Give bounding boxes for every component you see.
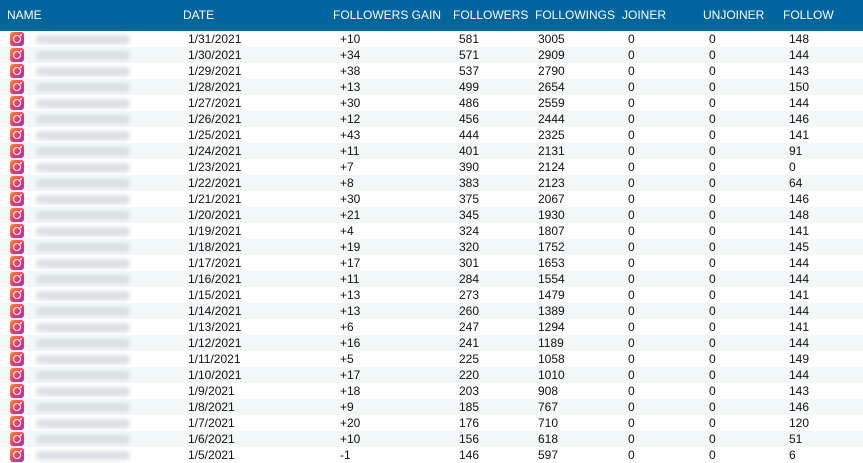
- table-row[interactable]: [0, 447, 863, 463]
- cell-name-redacted: [36, 179, 130, 188]
- cell-date: 1/24/2021: [188, 144, 242, 158]
- cell-unjoiner: 0: [709, 240, 716, 254]
- cell-unjoiner: 0: [709, 384, 716, 398]
- cell-date: 1/19/2021: [188, 224, 242, 238]
- cell-name-redacted: [36, 323, 130, 332]
- cell-joiner: 0: [628, 176, 635, 190]
- table-row[interactable]: [0, 111, 863, 127]
- cell-date: 1/6/2021: [188, 432, 235, 446]
- cell-name-redacted: [36, 419, 130, 428]
- cell-unjoiner: 0: [709, 432, 716, 446]
- cell-followers-gain: +17: [340, 368, 361, 382]
- cell-followers-gain: +6: [340, 320, 354, 334]
- cell-followers: 203: [459, 384, 480, 398]
- column-header-followers[interactable]: FOLLOWERS: [453, 8, 529, 22]
- cell-followers: 146: [459, 448, 480, 462]
- cell-followers: 320: [459, 240, 480, 254]
- cell-name-redacted: [36, 51, 130, 60]
- cell-unjoiner: 0: [709, 272, 716, 286]
- cell-unjoiner: 0: [709, 48, 716, 62]
- cell-followings: 1294: [538, 320, 565, 334]
- instagram-icon: [10, 448, 24, 462]
- cell-date: 1/13/2021: [188, 320, 242, 334]
- cell-follow: 144: [789, 48, 810, 62]
- cell-follow: 143: [789, 384, 810, 398]
- cell-followings: 2131: [538, 144, 565, 158]
- cell-followers-gain: +43: [340, 128, 361, 142]
- cell-followings: 2067: [538, 192, 565, 206]
- cell-joiner: 0: [628, 320, 635, 334]
- cell-followings: 597: [538, 448, 559, 462]
- instagram-icon: [10, 304, 24, 318]
- cell-followers-gain: -1: [340, 448, 351, 462]
- cell-unjoiner: 0: [709, 128, 716, 142]
- cell-date: 1/27/2021: [188, 96, 242, 110]
- cell-followings: 2654: [538, 80, 565, 94]
- table-row[interactable]: [0, 239, 863, 255]
- cell-joiner: 0: [628, 384, 635, 398]
- cell-followers-gain: +34: [340, 48, 361, 62]
- cell-followings: 1807: [538, 224, 565, 238]
- cell-date: 1/18/2021: [188, 240, 242, 254]
- table-row[interactable]: [0, 223, 863, 239]
- table-row[interactable]: [0, 271, 863, 287]
- cell-followers-gain: +18: [340, 384, 361, 398]
- cell-joiner: 0: [628, 256, 635, 270]
- cell-unjoiner: 0: [709, 336, 716, 350]
- cell-follow: 144: [789, 336, 810, 350]
- cell-followers: 324: [459, 224, 480, 238]
- cell-followers-gain: +8: [340, 176, 354, 190]
- cell-name-redacted: [36, 243, 130, 252]
- cell-joiner: 0: [628, 272, 635, 286]
- instagram-icon: [10, 208, 24, 222]
- cell-followers-gain: +13: [340, 304, 361, 318]
- instagram-icon: [10, 400, 24, 414]
- cell-unjoiner: 0: [709, 288, 716, 302]
- cell-unjoiner: 0: [709, 208, 716, 222]
- cell-name-redacted: [36, 387, 130, 396]
- cell-joiner: 0: [628, 368, 635, 382]
- cell-unjoiner: 0: [709, 448, 716, 462]
- cell-date: 1/15/2021: [188, 288, 242, 302]
- table-row[interactable]: [0, 287, 863, 303]
- instagram-icon: [10, 320, 24, 334]
- cell-date: 1/31/2021: [188, 32, 242, 46]
- cell-date: 1/12/2021: [188, 336, 242, 350]
- cell-followers: 383: [459, 176, 480, 190]
- cell-followers: 375: [459, 192, 480, 206]
- cell-followers: 456: [459, 112, 480, 126]
- cell-follow: 6: [789, 448, 796, 462]
- column-header-followings[interactable]: FOLLOWINGS: [535, 8, 616, 22]
- cell-name-redacted: [36, 163, 130, 172]
- cell-followers: 225: [459, 352, 480, 366]
- cell-followers-gain: +7: [340, 160, 354, 174]
- column-header-name[interactable]: NAME: [7, 8, 42, 22]
- cell-followers: 241: [459, 336, 480, 350]
- cell-date: 1/29/2021: [188, 64, 242, 78]
- cell-name-redacted: [36, 35, 130, 44]
- cell-joiner: 0: [628, 128, 635, 142]
- cell-followings: 2790: [538, 64, 565, 78]
- cell-follow: 145: [789, 240, 810, 254]
- table-row[interactable]: [0, 175, 863, 191]
- cell-followings: 2909: [538, 48, 565, 62]
- cell-date: 1/30/2021: [188, 48, 242, 62]
- cell-follow: 143: [789, 64, 810, 78]
- cell-unjoiner: 0: [709, 112, 716, 126]
- cell-followers-gain: +20: [340, 416, 361, 430]
- table-row[interactable]: [0, 351, 863, 367]
- cell-followers-gain: +5: [340, 352, 354, 366]
- table-row[interactable]: [0, 431, 863, 447]
- table-row[interactable]: [0, 31, 863, 47]
- cell-name-redacted: [36, 435, 130, 444]
- column-header-date[interactable]: DATE: [183, 8, 215, 22]
- cell-date: 1/20/2021: [188, 208, 242, 222]
- cell-followers-gain: +11: [340, 144, 360, 158]
- cell-follow: 141: [789, 128, 810, 142]
- table-row[interactable]: [0, 335, 863, 351]
- cell-date: 1/28/2021: [188, 80, 242, 94]
- cell-joiner: 0: [628, 48, 635, 62]
- cell-unjoiner: 0: [709, 144, 716, 158]
- cell-name-redacted: [36, 115, 130, 124]
- cell-date: 1/14/2021: [188, 304, 242, 318]
- table-row[interactable]: [0, 95, 863, 111]
- cell-unjoiner: 0: [709, 176, 716, 190]
- cell-unjoiner: 0: [709, 256, 716, 270]
- table-row[interactable]: [0, 415, 863, 431]
- cell-followers-gain: +19: [340, 240, 361, 254]
- column-header-unjoiner[interactable]: UNJOINER: [703, 8, 765, 22]
- cell-follow: 141: [789, 320, 810, 334]
- cell-follow: 146: [789, 192, 810, 206]
- cell-joiner: 0: [628, 352, 635, 366]
- cell-followings: 618: [538, 432, 559, 446]
- cell-date: 1/10/2021: [188, 368, 242, 382]
- cell-followers-gain: +16: [340, 336, 361, 350]
- cell-name-redacted: [36, 83, 130, 92]
- instagram-icon: [10, 272, 24, 286]
- cell-followers-gain: +30: [340, 96, 361, 110]
- cell-followings: 1389: [538, 304, 565, 318]
- cell-followings: 2123: [538, 176, 565, 190]
- cell-followers-gain: +4: [340, 224, 354, 238]
- cell-followers-gain: +17: [340, 256, 361, 270]
- cell-followings: 710: [538, 416, 559, 430]
- cell-joiner: 0: [628, 192, 635, 206]
- cell-followings: 3005: [538, 32, 565, 46]
- cell-followers: 401: [459, 144, 480, 158]
- cell-followers: 581: [459, 32, 480, 46]
- cell-follow: 144: [789, 96, 810, 110]
- cell-follow: 148: [789, 208, 810, 222]
- cell-followers-gain: +10: [340, 432, 361, 446]
- table-row[interactable]: [0, 47, 863, 63]
- cell-follow: 144: [789, 272, 810, 286]
- cell-followings: 1479: [538, 288, 565, 302]
- cell-followers-gain: +9: [340, 400, 354, 414]
- column-header-followers-gain[interactable]: FOLLOWERS GAIN: [333, 8, 442, 22]
- cell-followers-gain: +13: [340, 288, 361, 302]
- cell-followers: 571: [459, 48, 480, 62]
- cell-joiner: 0: [628, 208, 635, 222]
- cell-unjoiner: 0: [709, 192, 716, 206]
- cell-followers: 273: [459, 288, 480, 302]
- cell-unjoiner: 0: [709, 320, 716, 334]
- cell-followings: 2444: [538, 112, 565, 126]
- instagram-icon: [10, 336, 24, 350]
- cell-followers-gain: +13: [340, 80, 361, 94]
- table-row[interactable]: [0, 143, 863, 159]
- instagram-icon: [10, 240, 24, 254]
- cell-followers-gain: +21: [340, 208, 361, 222]
- cell-follow: 0: [789, 160, 796, 174]
- cell-date: 1/5/2021: [188, 448, 235, 462]
- cell-name-redacted: [36, 451, 130, 460]
- cell-unjoiner: 0: [709, 304, 716, 318]
- cell-followings: 2124: [538, 160, 565, 174]
- instagram-icon: [10, 416, 24, 430]
- table-row[interactable]: [0, 127, 863, 143]
- instagram-icon: [10, 144, 24, 158]
- cell-joiner: 0: [628, 32, 635, 46]
- cell-name-redacted: [36, 403, 130, 412]
- table-row[interactable]: [0, 367, 863, 383]
- cell-date: 1/25/2021: [188, 128, 242, 142]
- cell-followers: 345: [459, 208, 480, 222]
- cell-followers: 156: [459, 432, 480, 446]
- cell-name-redacted: [36, 131, 130, 140]
- cell-followings: 2559: [538, 96, 565, 110]
- cell-followers-gain: +12: [340, 112, 361, 126]
- cell-follow: 148: [789, 32, 810, 46]
- cell-followers: 444: [459, 128, 480, 142]
- cell-joiner: 0: [628, 400, 635, 414]
- cell-name-redacted: [36, 99, 130, 108]
- cell-date: 1/8/2021: [188, 400, 235, 414]
- table-row[interactable]: [0, 319, 863, 335]
- cell-followers-gain: +30: [340, 192, 361, 206]
- instagram-icon: [10, 48, 24, 62]
- table-row[interactable]: [0, 79, 863, 95]
- cell-follow: 141: [789, 224, 810, 238]
- instagram-icon: [10, 192, 24, 206]
- cell-follow: 144: [789, 256, 810, 270]
- cell-followers: 390: [459, 160, 480, 174]
- cell-joiner: 0: [628, 96, 635, 110]
- instagram-icon: [10, 64, 24, 78]
- cell-name-redacted: [36, 291, 130, 300]
- table-row[interactable]: [0, 303, 863, 319]
- cell-followers: 220: [459, 368, 480, 382]
- instagram-icon: [10, 352, 24, 366]
- cell-follow: 146: [789, 400, 810, 414]
- cell-followings: 1930: [538, 208, 565, 222]
- instagram-icon: [10, 112, 24, 126]
- cell-name-redacted: [36, 275, 130, 284]
- cell-followings: 767: [538, 400, 559, 414]
- instagram-icon: [10, 368, 24, 382]
- cell-follow: 91: [789, 144, 803, 158]
- cell-name-redacted: [36, 195, 130, 204]
- table-row[interactable]: [0, 191, 863, 207]
- cell-follow: 64: [789, 176, 803, 190]
- cell-followers-gain: +11: [340, 272, 360, 286]
- cell-date: 1/16/2021: [188, 272, 242, 286]
- cell-name-redacted: [36, 211, 130, 220]
- table-header: [0, 0, 863, 31]
- cell-unjoiner: 0: [709, 80, 716, 94]
- cell-follow: 144: [789, 368, 810, 382]
- cell-name-redacted: [36, 259, 130, 268]
- cell-joiner: 0: [628, 224, 635, 238]
- table-row[interactable]: [0, 159, 863, 175]
- table-row[interactable]: [0, 399, 863, 415]
- cell-followings: 1653: [538, 256, 565, 270]
- table-row[interactable]: [0, 383, 863, 399]
- cell-follow: 141: [789, 288, 810, 302]
- cell-joiner: 0: [628, 288, 635, 302]
- cell-name-redacted: [36, 147, 130, 156]
- cell-date: 1/7/2021: [188, 416, 235, 430]
- cell-unjoiner: 0: [709, 224, 716, 238]
- cell-name-redacted: [36, 307, 130, 316]
- cell-joiner: 0: [628, 432, 635, 446]
- cell-joiner: 0: [628, 336, 635, 350]
- cell-name-redacted: [36, 67, 130, 76]
- cell-joiner: 0: [628, 112, 635, 126]
- instagram-icon: [10, 80, 24, 94]
- cell-followers-gain: +10: [340, 32, 361, 46]
- cell-followings: 1058: [538, 352, 565, 366]
- instagram-icon: [10, 32, 24, 46]
- cell-joiner: 0: [628, 448, 635, 462]
- cell-follow: 120: [789, 416, 810, 430]
- cell-unjoiner: 0: [709, 416, 716, 430]
- cell-followers: 499: [459, 80, 480, 94]
- table-row[interactable]: [0, 63, 863, 79]
- cell-unjoiner: 0: [709, 32, 716, 46]
- instagram-icon: [10, 432, 24, 446]
- cell-followers: 247: [459, 320, 480, 334]
- cell-follow: 146: [789, 112, 810, 126]
- cell-date: 1/9/2021: [188, 384, 235, 398]
- cell-date: 1/23/2021: [188, 160, 242, 174]
- cell-joiner: 0: [628, 64, 635, 78]
- instagram-icon: [10, 256, 24, 270]
- instagram-icon: [10, 96, 24, 110]
- instagram-icon: [10, 384, 24, 398]
- cell-followings: 1554: [538, 272, 565, 286]
- cell-followers: 284: [459, 272, 480, 286]
- cell-follow: 149: [789, 352, 810, 366]
- cell-joiner: 0: [628, 416, 635, 430]
- cell-unjoiner: 0: [709, 352, 716, 366]
- column-header-joiner[interactable]: JOINER: [622, 8, 667, 22]
- instagram-icon: [10, 224, 24, 238]
- cell-followings: 2325: [538, 128, 565, 142]
- cell-name-redacted: [36, 227, 130, 236]
- cell-unjoiner: 0: [709, 160, 716, 174]
- cell-followers: 537: [459, 64, 480, 78]
- cell-followings: 1010: [538, 368, 565, 382]
- cell-name-redacted: [36, 371, 130, 380]
- instagram-icon: [10, 128, 24, 142]
- cell-name-redacted: [36, 339, 130, 348]
- cell-joiner: 0: [628, 144, 635, 158]
- table-row[interactable]: [0, 207, 863, 223]
- cell-unjoiner: 0: [709, 400, 716, 414]
- table-row[interactable]: [0, 255, 863, 271]
- instagram-icon: [10, 288, 24, 302]
- cell-followers: 176: [459, 416, 480, 430]
- cell-joiner: 0: [628, 304, 635, 318]
- instagram-icon: [10, 160, 24, 174]
- cell-follow: 51: [789, 432, 803, 446]
- column-header-follow[interactable]: FOLLOW: [783, 8, 834, 22]
- cell-followings: 908: [538, 384, 559, 398]
- cell-date: 1/11/2021: [188, 352, 241, 366]
- cell-unjoiner: 0: [709, 64, 716, 78]
- cell-followers: 185: [459, 400, 480, 414]
- cell-date: 1/22/2021: [188, 176, 242, 190]
- cell-followers-gain: +38: [340, 64, 361, 78]
- cell-unjoiner: 0: [709, 96, 716, 110]
- cell-joiner: 0: [628, 80, 635, 94]
- cell-follow: 144: [789, 304, 810, 318]
- cell-name-redacted: [36, 355, 130, 364]
- cell-date: 1/21/2021: [188, 192, 242, 206]
- cell-joiner: 0: [628, 160, 635, 174]
- cell-followings: 1752: [538, 240, 565, 254]
- cell-follow: 150: [789, 80, 810, 94]
- cell-followers: 260: [459, 304, 480, 318]
- cell-joiner: 0: [628, 240, 635, 254]
- cell-date: 1/17/2021: [188, 256, 242, 270]
- instagram-icon: [10, 176, 24, 190]
- cell-date: 1/26/2021: [188, 112, 242, 126]
- cell-unjoiner: 0: [709, 368, 716, 382]
- cell-followings: 1189: [538, 336, 564, 350]
- cell-followers: 486: [459, 96, 480, 110]
- cell-followers: 301: [459, 256, 480, 270]
